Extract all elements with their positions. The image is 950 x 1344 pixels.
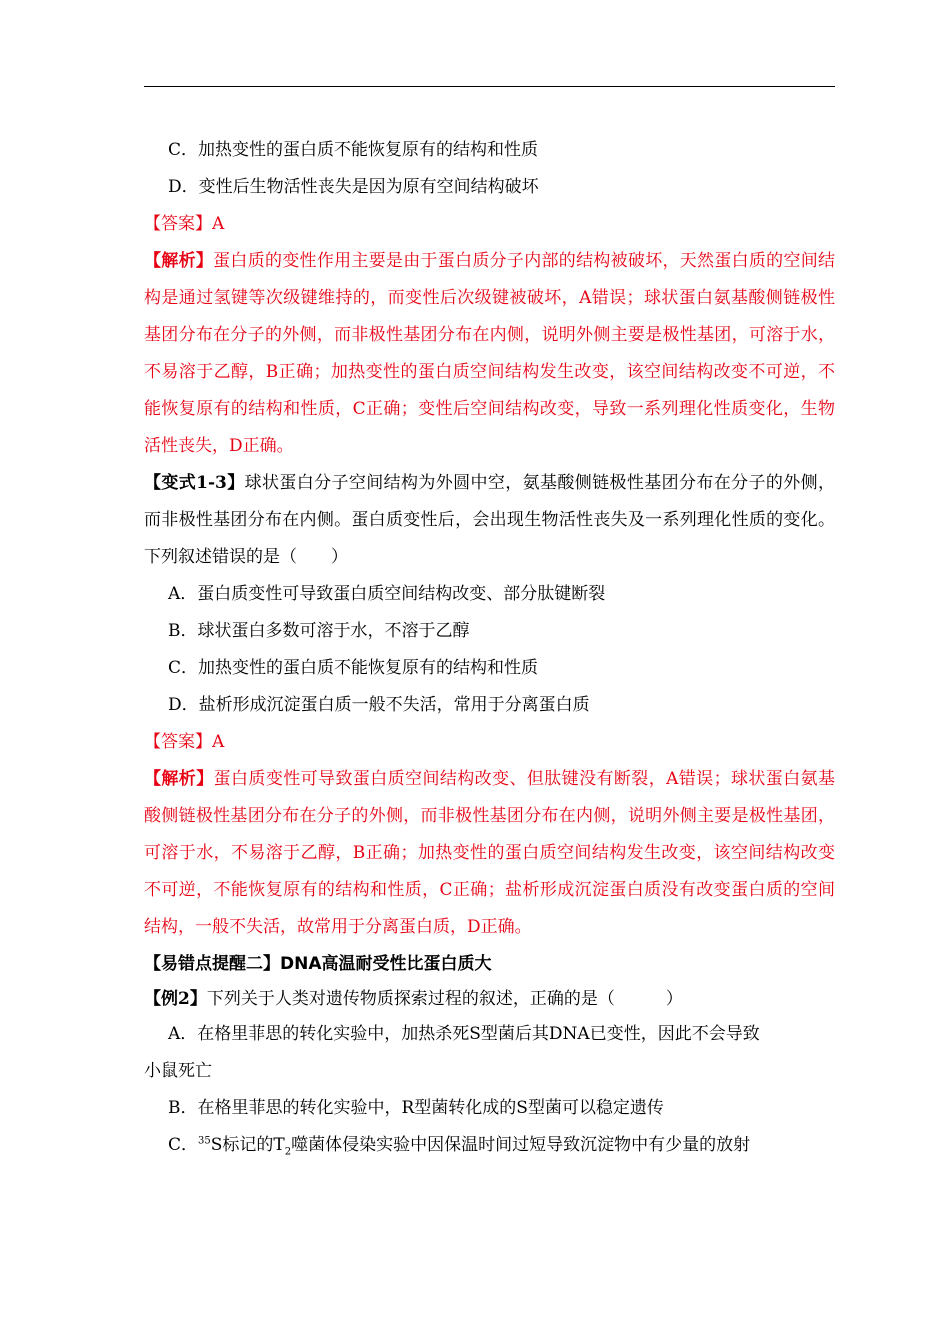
- q1-analysis: [144, 243, 835, 465]
- example2-option-a-line1: A．在格里菲思的转化实验中，加热杀死S型菌后其DNA已变性，因此不会导致: [168, 1024, 760, 1044]
- option-c-mid: S标记的T: [210, 1135, 285, 1155]
- document-body: [144, 132, 835, 1164]
- q1-answer: [144, 206, 835, 243]
- example2-stem-text: 下列关于人类对遗传物质探索过程的叙述，正确的是（ ）: [206, 989, 683, 1009]
- section-heading: 【易错点提醒二】DNA高温耐受性比蛋白质大: [144, 954, 492, 974]
- example2-option-c: [144, 1127, 835, 1164]
- isotope-mass-number: 35: [198, 1135, 211, 1147]
- example2-option-b: B．在格里菲思的转化实验中，R型菌转化成的S型菌可以稳定遗传: [168, 1098, 664, 1118]
- phage-subscript: 2: [284, 1146, 292, 1158]
- answer-label: 【答案】: [144, 732, 212, 752]
- header-rule: [144, 86, 835, 87]
- example2-option-a-line2: 小鼠死亡: [144, 1061, 212, 1081]
- analysis-text: 蛋白质变性可导致蛋白质空间结构改变、但肽键没有断裂，A错误；球状蛋白氨基酸侧链极性基团分布在分子的外侧，而非极性基团分布在内侧，说明外侧主要是极性基团，可溶于水，不易溶于乙醇，B正确；加热变性的蛋白质空间结构发生改变，该空间结构改变不可逆，不能恢复原有的结构和性质，C正确；盐析形成沉淀蛋白质没有改变蛋白质的空间结构，一般不失活，故常用于分离蛋白质，D正确。: [144, 769, 836, 937]
- example2-label: 【例2】: [144, 989, 207, 1009]
- variant-option-b: B．球状蛋白多数可溶于水，不溶于乙醇: [168, 621, 470, 641]
- analysis-text: 蛋白质的变性作用主要是由于蛋白质分子内部的结构被破坏，天然蛋白质的空间结构是通过氢键等次级键维持的，而变性后次级键被破坏，A错误；球状蛋白氨基酸侧链极性基团分布在分子的外侧，而非极性基团分布在内侧，说明外侧主要是极性基团，可溶于水，不易溶于乙醇，B正确；加热变性的蛋白质空间结构发生改变，该空间结构改变不可逆，不能恢复原有的结构和性质，C正确；变性后空间结构改变，导致一系列理化性质变化，生物活性丧失，D正确。: [144, 251, 836, 456]
- variant-analysis: [144, 761, 835, 946]
- analysis-label: 【解析】: [144, 769, 214, 789]
- example2-stem: [144, 982, 835, 1016]
- variant-stem: [144, 465, 835, 576]
- variant-option-a: A．蛋白质变性可导致蛋白质空间结构改变、部分肽键断裂: [168, 584, 606, 604]
- option-c-prefix: C．: [168, 1135, 199, 1155]
- variant-answer: [144, 724, 835, 761]
- variant-option-c: C．加热变性的蛋白质不能恢复原有的结构和性质: [168, 658, 539, 678]
- variant-option-d: D．盐析形成沉淀蛋白质一般不失活，常用于分离蛋白质: [168, 695, 590, 715]
- option-c-rest: 噬菌体侵染实验中因保温时间过短导致沉淀物中有少量的放射: [291, 1135, 751, 1155]
- answer-label: 【答案】: [144, 214, 212, 234]
- q1-option-d: D．变性后生物活性丧失是因为原有空间结构破坏: [168, 177, 539, 197]
- answer-value: A: [212, 214, 225, 234]
- analysis-label: 【解析】: [144, 251, 214, 271]
- variant-stem-text: 球状蛋白分子空间结构为外圆中空，氨基酸侧链极性基团分布在分子的外侧，而非极性基团分布在内侧。蛋白质变性后，会出现生物活性丧失及一系列理化性质的变化。下列叙述错误的是（ ）: [144, 473, 835, 567]
- variant-label: 【变式1-3】: [144, 473, 245, 493]
- q1-option-c: C．加热变性的蛋白质不能恢复原有的结构和性质: [168, 140, 539, 160]
- answer-value: A: [212, 732, 225, 752]
